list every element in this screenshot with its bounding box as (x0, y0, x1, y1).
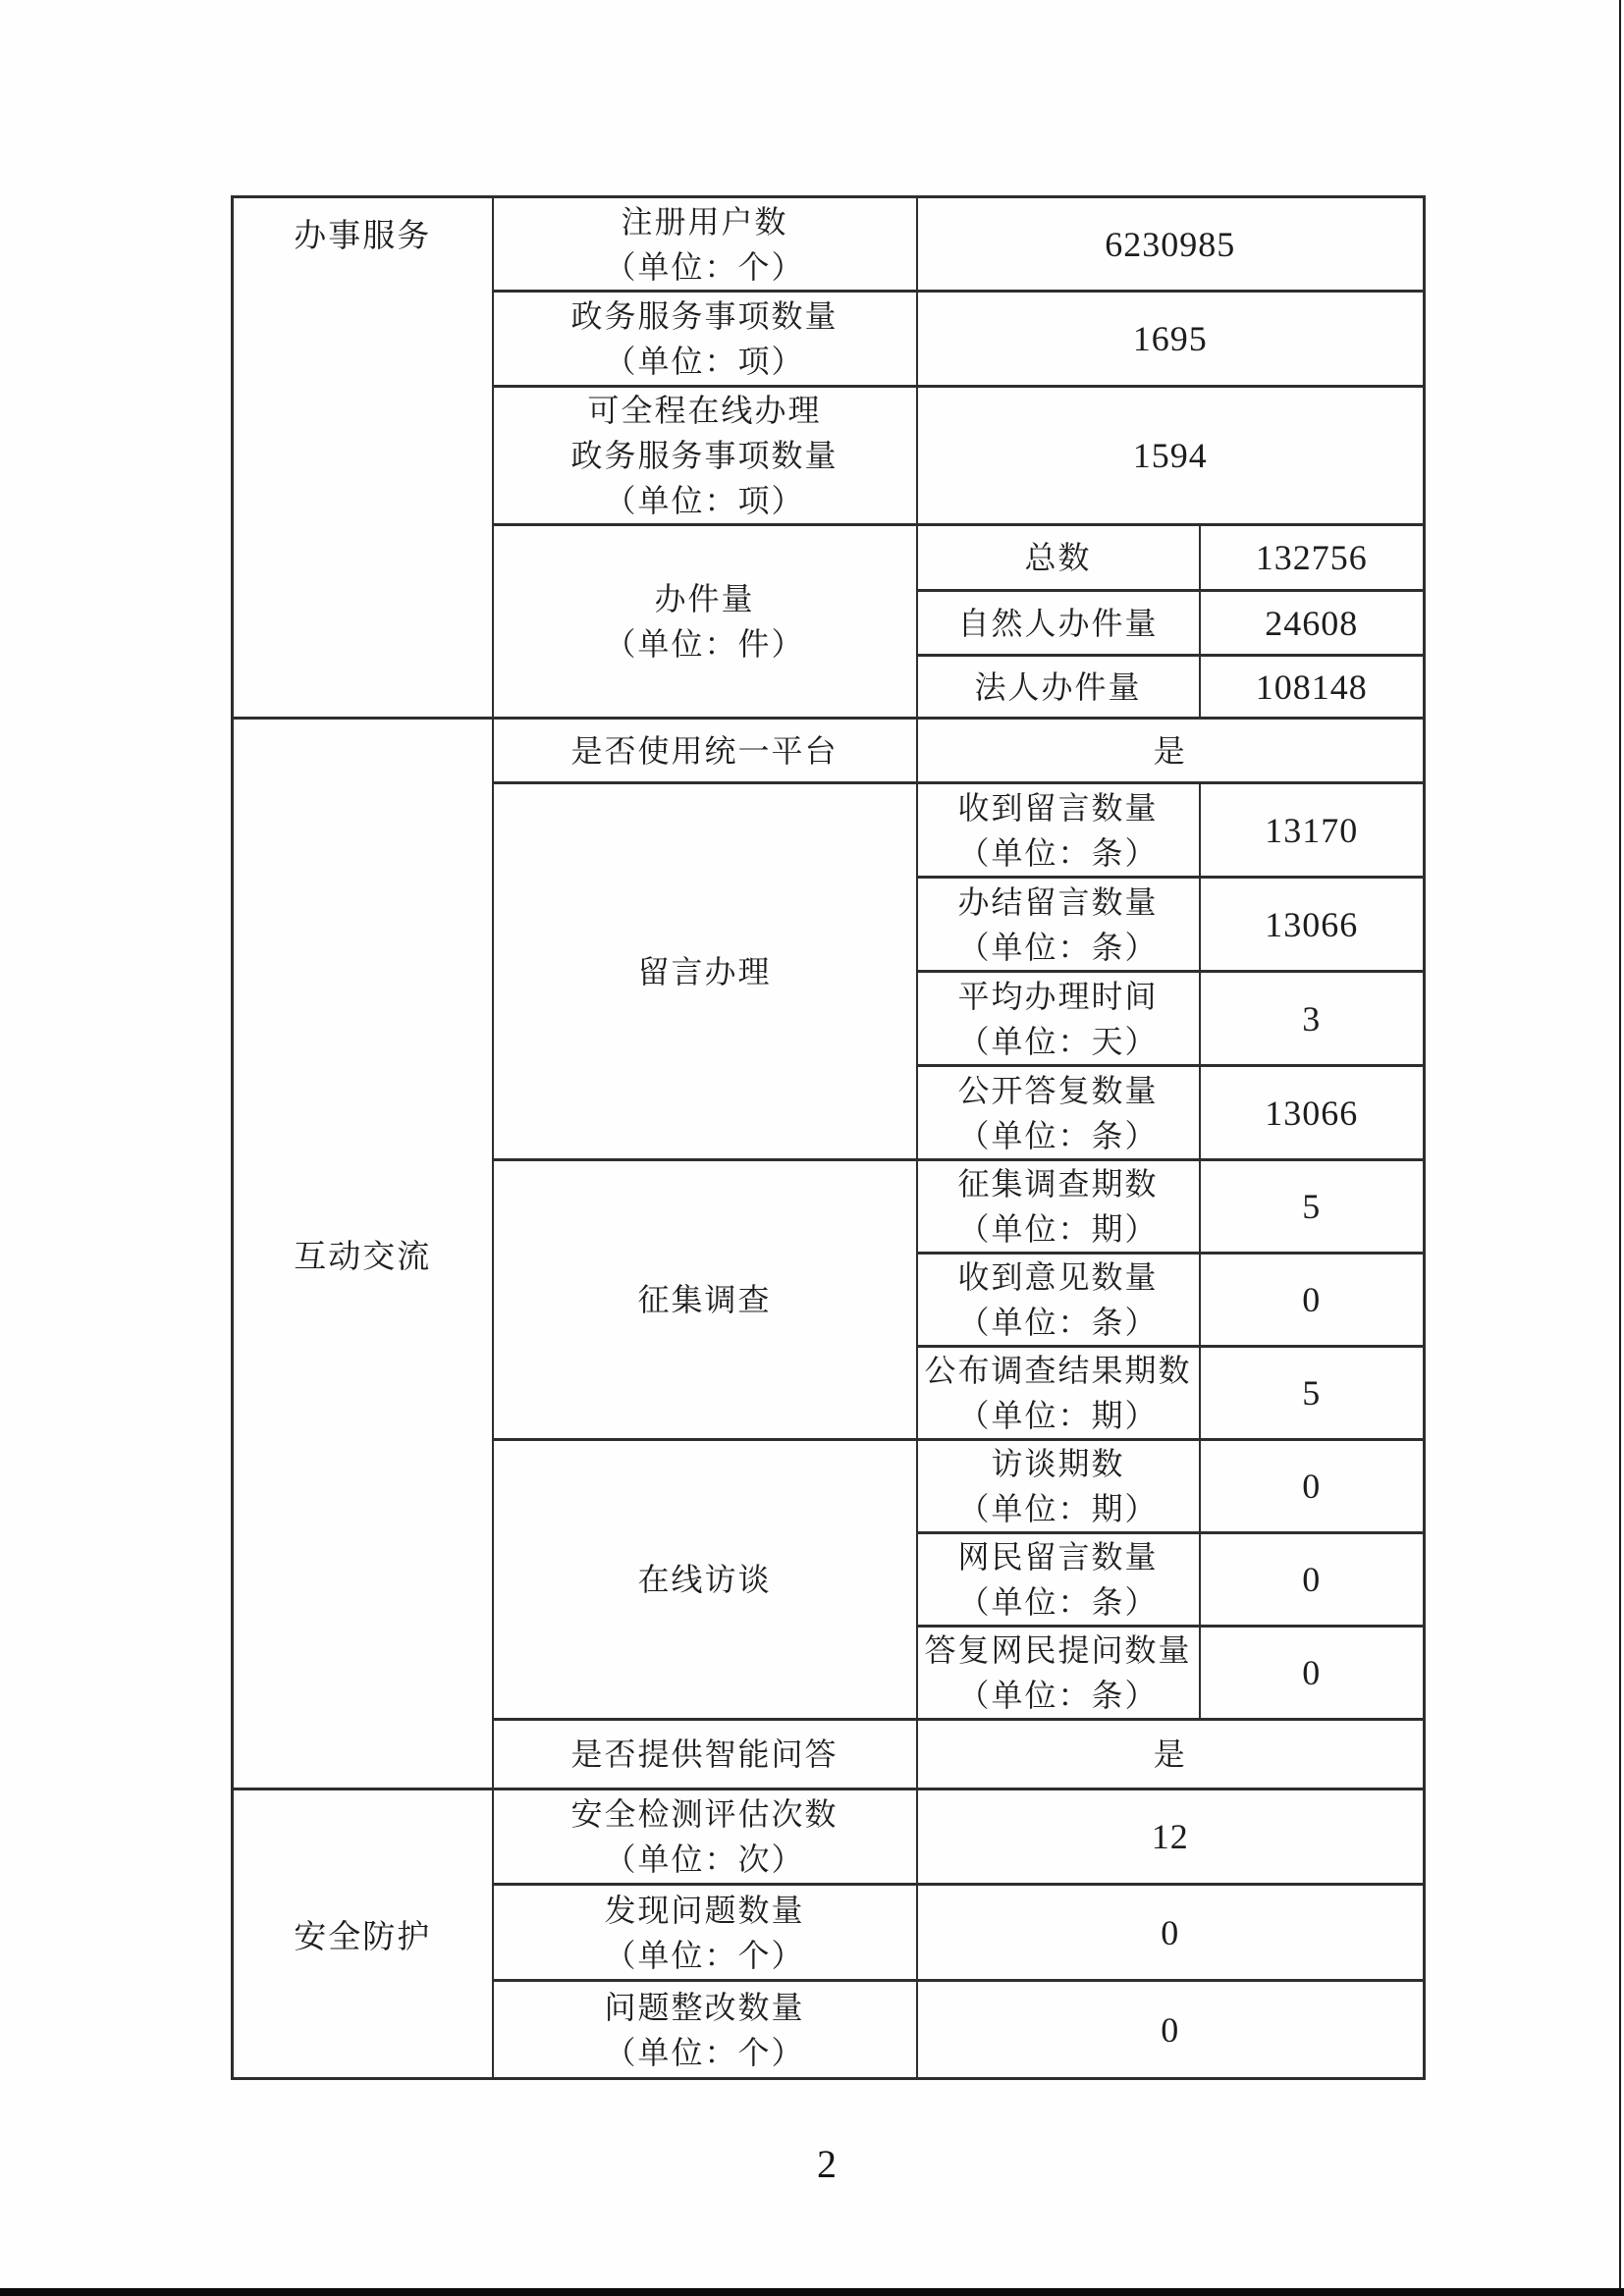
subrow-value-interview-answers: 0 (1200, 1627, 1425, 1720)
subrow-label-survey-opinions: 收到意见数量 （单位：条） (917, 1254, 1200, 1347)
row-label-assessments: 安全检测评估次数 （单位：次） (493, 1789, 917, 1885)
row-value-smart-qa: 是 (917, 1720, 1425, 1789)
statistics-table (231, 195, 1426, 2080)
subrow-label-msg-completed: 办结留言数量 （单位：条） (917, 878, 1200, 972)
section-label-service: 办事服务 (233, 197, 493, 719)
subrow-label-legal-person: 法人办件量 (917, 656, 1200, 719)
row-label-issues-found: 发现问题数量 （单位：个） (493, 1885, 917, 1981)
row-label-full-online-items: 可全程在线办理 政务服务事项数量 （单位：项） (493, 387, 917, 525)
subrow-label-msg-received: 收到留言数量 （单位：条） (917, 783, 1200, 878)
row-value-issues-found: 0 (917, 1885, 1425, 1981)
subrow-label-survey-results: 公布调查结果期数 （单位：期） (917, 1347, 1200, 1440)
row-value-registered-users: 6230985 (917, 197, 1425, 292)
subrow-label-total: 总数 (917, 525, 1200, 591)
subrow-value-msg-completed: 13066 (1200, 878, 1425, 972)
subrow-value-interview-messages: 0 (1200, 1533, 1425, 1627)
subrow-label-interview-periods: 访谈期数 （单位：期） (917, 1440, 1200, 1533)
subrow-value-interview-periods: 0 (1200, 1440, 1425, 1533)
row-label-unified-platform: 是否使用统一平台 (493, 719, 917, 783)
subrow-value-msg-received: 13170 (1200, 783, 1425, 878)
row-label-smart-qa: 是否提供智能问答 (493, 1720, 917, 1789)
row-value-service-items: 1695 (917, 292, 1425, 387)
row-label-service-items: 政务服务事项数量 （单位：项） (493, 292, 917, 387)
subrow-value-survey-results: 5 (1200, 1347, 1425, 1440)
subrow-label-survey-periods: 征集调查期数 （单位：期） (917, 1160, 1200, 1254)
subrow-label-natural-person: 自然人办件量 (917, 591, 1200, 656)
scan-artifact-right-edge (1619, 0, 1621, 2296)
subrow-label-interview-messages: 网民留言数量 （单位：条） (917, 1533, 1200, 1627)
row-label-message-handling: 留言办理 (493, 783, 917, 1160)
row-label-interview: 在线访谈 (493, 1440, 917, 1720)
subrow-label-avg-time: 平均办理时间 （单位：天） (917, 972, 1200, 1066)
row-value-full-online-items: 1594 (917, 387, 1425, 525)
table-row (233, 719, 1425, 783)
subrow-value-natural-person: 24608 (1200, 591, 1425, 656)
row-label-issues-fixed: 问题整改数量 （单位：个） (493, 1981, 917, 2079)
section-label-interaction: 互动交流 (233, 719, 493, 1789)
subrow-value-public-replies: 13066 (1200, 1066, 1425, 1160)
page-number: 2 (817, 2142, 837, 2186)
row-value-issues-fixed: 0 (917, 1981, 1425, 2079)
subrow-value-avg-time: 3 (1200, 972, 1425, 1066)
subrow-label-public-replies: 公开答复数量 （单位：条） (917, 1066, 1200, 1160)
row-label-case-volume: 办件量 （单位：件） (493, 525, 917, 719)
row-value-unified-platform: 是 (917, 719, 1425, 783)
row-label-registered-users: 注册用户数 （单位：个） (493, 197, 917, 292)
row-value-assessments: 12 (917, 1789, 1425, 1885)
table-row (233, 197, 1425, 292)
scan-artifact-bottom-edge (0, 2288, 1624, 2296)
subrow-label-interview-answers: 答复网民提问数量 （单位：条） (917, 1627, 1200, 1720)
subrow-value-total: 132756 (1200, 525, 1425, 591)
section-label-security: 安全防护 (233, 1789, 493, 2079)
table-row (233, 1789, 1425, 1885)
subrow-value-survey-periods: 5 (1200, 1160, 1425, 1254)
subrow-value-legal-person: 108148 (1200, 656, 1425, 719)
subrow-value-survey-opinions: 0 (1200, 1254, 1425, 1347)
row-label-survey: 征集调查 (493, 1160, 917, 1440)
